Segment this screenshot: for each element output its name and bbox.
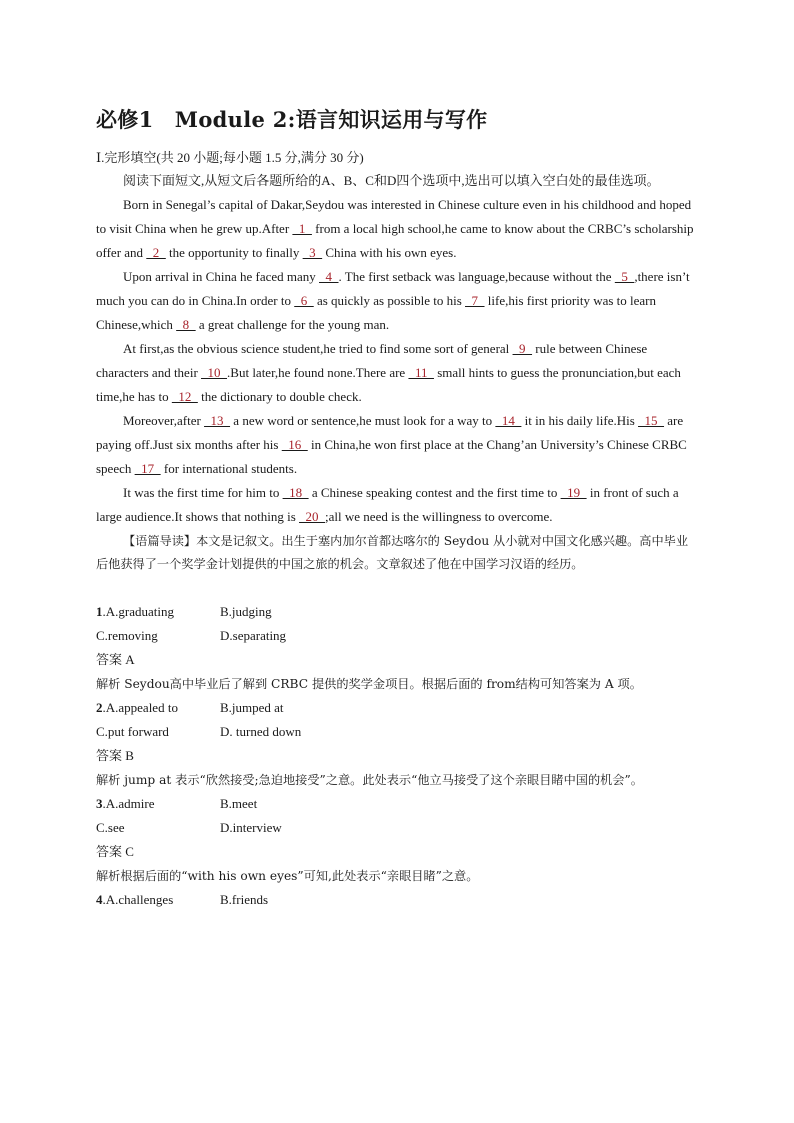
passage-text: in front of such a large audience.It shows that nothing is bbox=[96, 485, 679, 524]
passage-paragraph-4 bbox=[96, 409, 700, 481]
question-2 bbox=[96, 696, 700, 792]
answer: 答案 A bbox=[96, 652, 135, 667]
passage-text: in China,he won first place at the Chang’an University’s Chinese CRBC speech bbox=[96, 437, 687, 476]
option-b: B.jumped at bbox=[220, 700, 284, 715]
blank-8: 8 bbox=[176, 317, 196, 332]
question-number: 2 bbox=[96, 700, 103, 715]
passage-paragraph-3 bbox=[96, 337, 700, 409]
blank-3: 3 bbox=[302, 245, 323, 260]
passage-text: ;all we need is the willingness to overcome. bbox=[325, 509, 553, 524]
option-a bbox=[96, 696, 220, 720]
question-options-row bbox=[96, 792, 700, 816]
option-a-text: .A.appealed to bbox=[102, 700, 178, 715]
blank-13: 13 bbox=[204, 413, 231, 428]
option-a-text: .A.graduating bbox=[102, 604, 174, 619]
blank-19: 19 bbox=[560, 485, 587, 500]
blank-10: 10 bbox=[201, 365, 228, 380]
blank-18: 18 bbox=[282, 485, 309, 500]
option-d: D.interview bbox=[220, 820, 282, 835]
passage-text: small hints to guess the pronunciation,but each time,he has to bbox=[96, 365, 681, 404]
question-number: 3 bbox=[96, 796, 103, 811]
blank-12: 12 bbox=[171, 389, 198, 404]
question-options-row bbox=[96, 624, 700, 648]
passage-text: a great challenge for the young man. bbox=[195, 317, 390, 332]
passage-paragraph-2 bbox=[96, 265, 700, 337]
question-options-row bbox=[96, 720, 700, 744]
blank-7: 7 bbox=[465, 293, 485, 308]
blank-16: 16 bbox=[281, 437, 308, 452]
blank-20: 20 bbox=[299, 509, 326, 524]
passage-text: Born in Senegal’s capital of Dakar,Seydou was interested in Chinese culture even in his childhood and hoped to visit China when he grew up.After bbox=[96, 197, 692, 236]
answer: 答案 C bbox=[96, 844, 134, 859]
passage-text: life,his first priority was to learn Chinese,which bbox=[96, 293, 657, 332]
blank-1: 1 bbox=[292, 221, 312, 236]
blank-9: 9 bbox=[512, 341, 533, 356]
option-b: B.meet bbox=[220, 796, 258, 811]
passage-text: Moreover,after bbox=[123, 413, 205, 428]
passage-text: the dictionary to double check. bbox=[197, 389, 362, 404]
document-page bbox=[96, 104, 700, 912]
blank-17: 17 bbox=[134, 461, 161, 476]
explanation: 解析 jump at 表示“欣然接受;急迫地接受”之意。此处表示“他立马接受了这个亲眼目睹中国的机会”。 bbox=[96, 773, 643, 787]
option-b: B.friends bbox=[220, 892, 269, 907]
question-number: 1 bbox=[96, 604, 103, 619]
blank-5: 5 bbox=[614, 269, 635, 284]
passage-text: from a local high school,he came to know about the CRBC’s scholarship offer and bbox=[96, 221, 694, 260]
option-d: D.separating bbox=[220, 628, 287, 643]
passage-text: It was the first time for him to bbox=[123, 485, 283, 500]
question-1 bbox=[96, 600, 700, 696]
passage-text: ,there isn’t much you can do in China.In order to bbox=[96, 269, 690, 308]
explanation: 解析 Seydou高中毕业后了解到 CRBC 提供的奖学金项目。根据后面的 from结构可知答案为 A 项。 bbox=[96, 677, 642, 691]
question-options-row bbox=[96, 816, 700, 840]
passage-text: for international students. bbox=[160, 461, 298, 476]
question-3 bbox=[96, 792, 700, 888]
passage-text: the opportunity to finally bbox=[165, 245, 303, 260]
answer: 答案 B bbox=[96, 748, 134, 763]
passage-text: rule between Chinese characters and their bbox=[96, 341, 648, 380]
question-number: 4 bbox=[96, 892, 103, 907]
section-instruction: 阅读下面短文,从短文后各题所给的A、B、C和D四个选项中,选出可以填入空白处的最佳选项。 bbox=[123, 173, 660, 188]
option-c: C.put forward bbox=[96, 724, 169, 739]
passage-text: as quickly as possible to his bbox=[313, 293, 466, 308]
section-heading: Ⅰ.完形填空(共 20 小题;每小题 1.5 分,满分 30 分) bbox=[96, 150, 364, 165]
passage-text: China with his own eyes. bbox=[322, 245, 457, 260]
option-b: B.judging bbox=[220, 604, 272, 619]
blank-4: 4 bbox=[319, 269, 339, 284]
question-4 bbox=[96, 888, 700, 912]
option-a bbox=[96, 792, 220, 816]
passage-text: . The first setback was language,because without the bbox=[338, 269, 615, 284]
blank-2: 2 bbox=[146, 245, 166, 260]
option-c: C.removing bbox=[96, 628, 158, 643]
page-title: 必修1 Module 2:语言知识运用与写作 bbox=[96, 107, 488, 132]
passage-text: are paying off.Just six months after his bbox=[96, 413, 684, 452]
option-d: D. turned down bbox=[220, 724, 302, 739]
option-a-text: .A.challenges bbox=[102, 892, 174, 907]
passage-text: it in his daily life.His bbox=[521, 413, 639, 428]
blank-6: 6 bbox=[294, 293, 314, 308]
question-options-row bbox=[96, 696, 700, 720]
question-options-row bbox=[96, 888, 700, 912]
option-a bbox=[96, 600, 220, 624]
spacer bbox=[96, 576, 700, 600]
blank-14: 14 bbox=[495, 413, 522, 428]
question-options-row bbox=[96, 600, 700, 624]
passage-guide: 【语篇导读】本文是记叙文。出生于塞内加尔首都达喀尔的 Seydou 从小就对中国文化感兴趣。高中毕业后他获得了一个奖学金计划提供的中国之旅的机会。文章叙述了他在中国学习汉语的经历。 bbox=[96, 534, 689, 571]
blank-11: 11 bbox=[408, 365, 434, 380]
blank-15: 15 bbox=[638, 413, 665, 428]
passage-text: a new word or sentence,he must look for a way to bbox=[230, 413, 496, 428]
option-a bbox=[96, 888, 220, 912]
passage-text: .But later,he found none.There are bbox=[227, 365, 409, 380]
passage-paragraph-5 bbox=[96, 481, 700, 529]
passage-text: Upon arrival in China he faced many bbox=[123, 269, 320, 284]
passage-text: a Chinese speaking contest and the first time to bbox=[308, 485, 561, 500]
option-c: C.see bbox=[96, 820, 125, 835]
passage-paragraph-1 bbox=[96, 193, 700, 265]
option-a-text: .A.admire bbox=[102, 796, 155, 811]
explanation: 解析根据后面的“with his own eyes”可知,此处表示“亲眼目睹”之意。 bbox=[96, 869, 479, 883]
passage-text: At first,as the obvious science student,he tried to find some sort of general bbox=[123, 341, 513, 356]
